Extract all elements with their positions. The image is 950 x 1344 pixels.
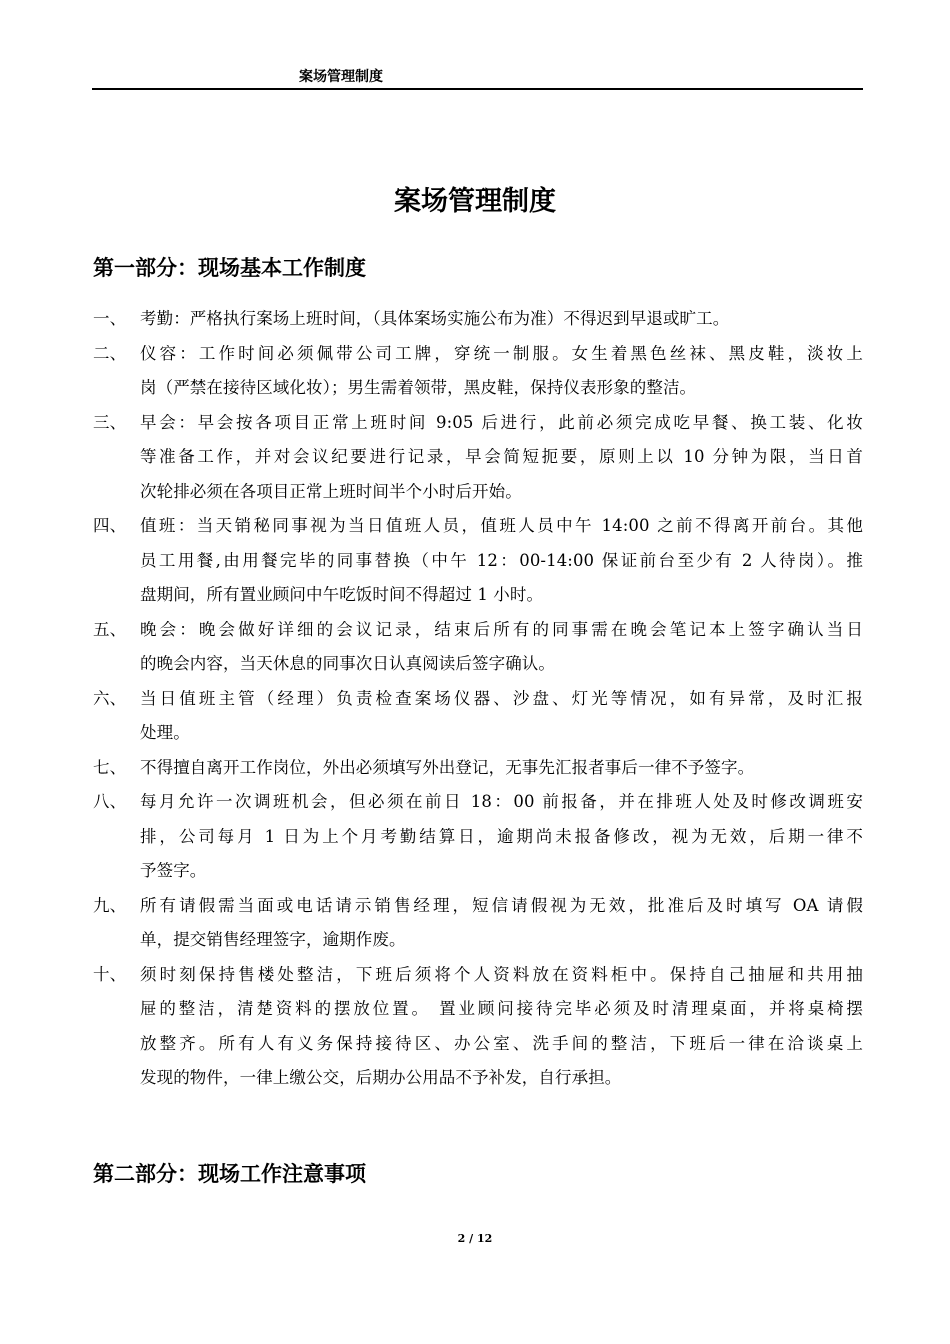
list-item-number: 一、 xyxy=(93,309,127,328)
list-item-text-line: 予签字。 xyxy=(140,861,207,880)
list-item xyxy=(93,509,863,613)
list-item xyxy=(93,785,863,889)
list-item-text-line: 当日值班主管（经理）负责检查案场仪器、沙盘、灯光等情况，如有异常，及时汇报 xyxy=(140,688,863,708)
list-item-text-line: 考勤：严格执行案场上班时间，（具体案场实施公布为准）不得迟到早退或旷工。 xyxy=(140,309,730,328)
list-item-number: 六、 xyxy=(93,688,127,708)
list-item-number: 三、 xyxy=(93,412,127,432)
list-item xyxy=(93,889,863,958)
list-item xyxy=(93,337,863,406)
list-item xyxy=(93,682,863,751)
list-item-text-line: 处理。 xyxy=(140,723,190,742)
list-item-text-line: 不得擅自离开工作岗位，外出必须填写外出登记，无事先汇报者事后一律不予签字。 xyxy=(140,757,755,777)
list-item xyxy=(93,958,863,1096)
list-item-text-line: 排，公司每月 1 日为上个月考勤结算日，逾期尚未报备修改，视为无效，后期一律不 xyxy=(140,826,863,846)
list-item-text-line: 单，提交销售经理签字，逾期作废。 xyxy=(140,930,406,949)
list-item-number: 九、 xyxy=(93,895,127,915)
list-item-text-line: 值班：当天销秘同事视为当日值班人员，值班人员中午 14:00 之前不得离开前台。其他 xyxy=(140,516,863,535)
list-item-text-line: 早会：早会按各项目正常上班时间 9:05 后进行，此前必须完成吃早餐、换工装、化妆 xyxy=(140,412,863,432)
list-item xyxy=(93,613,863,682)
list-item-text-line: 次轮排必须在各项目正常上班时间半个小时后开始。 xyxy=(140,481,522,501)
list-item xyxy=(93,751,863,786)
list-item-number: 十、 xyxy=(93,964,127,984)
page-number: 2 / 12 xyxy=(457,1232,493,1245)
list-item-number: 八、 xyxy=(93,792,127,811)
page-header xyxy=(92,66,863,90)
list-item-number: 七、 xyxy=(93,757,127,777)
list-item-text-line: 须时刻保持售楼处整洁，下班后须将个人资料放在资料柜中。保持自己抽屉和共用抽 xyxy=(140,964,863,984)
list-item-text-line: 岗（严禁在接待区域化妆）；男生需着领带，黑皮鞋，保持仪表形象的整洁。 xyxy=(140,378,697,397)
document-title: 案场管理制度 xyxy=(394,186,556,217)
list-item-text-line: 每月允许一次调班机会，但必须在前日 18：00 前报备，并在排班人处及时修改调班安 xyxy=(140,792,863,811)
list-item-text-line: 仪容：工作时间必须佩带公司工牌，穿统一制服。女生着黑色丝袜、黑皮鞋，淡妆上 xyxy=(140,343,863,363)
list-item-number: 五、 xyxy=(93,619,127,639)
list-item xyxy=(93,302,863,337)
list-item-text-line: 晚会：晚会做好详细的会议记录，结束后所有的同事需在晚会笔记本上签字确认当日 xyxy=(140,619,863,639)
list-item-number: 二、 xyxy=(93,343,127,363)
list-item-text-line: 等准备工作，并对会议纪要进行记录，早会简短扼要，原则上以 10 分钟为限，当日首 xyxy=(140,447,863,466)
list-item-text-line: 发现的物件，一律上缴公交，后期办公用品不予补发，自行承担。 xyxy=(140,1068,622,1087)
list-item xyxy=(93,406,863,510)
rules-list xyxy=(93,302,863,1096)
list-item-text-line: 放整齐。所有人有义务保持接待区、办公室、洗手间的整洁，下班后一律在洽谈桌上 xyxy=(140,1033,863,1053)
list-item-text-line: 员工用餐,由用餐完毕的同事替换（中午 12：00-14:00 保证前台至少有 2 人待岗）。推 xyxy=(140,550,863,570)
header-title: 案场管理制度 xyxy=(299,69,383,85)
list-item-text-line: 的晚会内容，当天休息的同事次日认真阅读后签字确认。 xyxy=(140,654,555,673)
list-item-number: 四、 xyxy=(93,516,127,535)
section-heading-part-one: 第一部分：现场基本工作制度 xyxy=(93,256,366,280)
section-heading-part-two: 第二部分：现场工作注意事项 xyxy=(93,1162,366,1186)
list-item-text-line: 盘期间，所有置业顾问中午吃饭时间不得超过 1 小时。 xyxy=(140,585,544,604)
list-item-text-line: 屉的整洁，清楚资料的摆放位置。 置业顾问接待完毕必须及时清理桌面，并将桌椅摆 xyxy=(140,999,863,1018)
list-item-text-line: 所有请假需当面或电话请示销售经理，短信请假视为无效，批准后及时填写 OA 请假 xyxy=(140,895,863,915)
